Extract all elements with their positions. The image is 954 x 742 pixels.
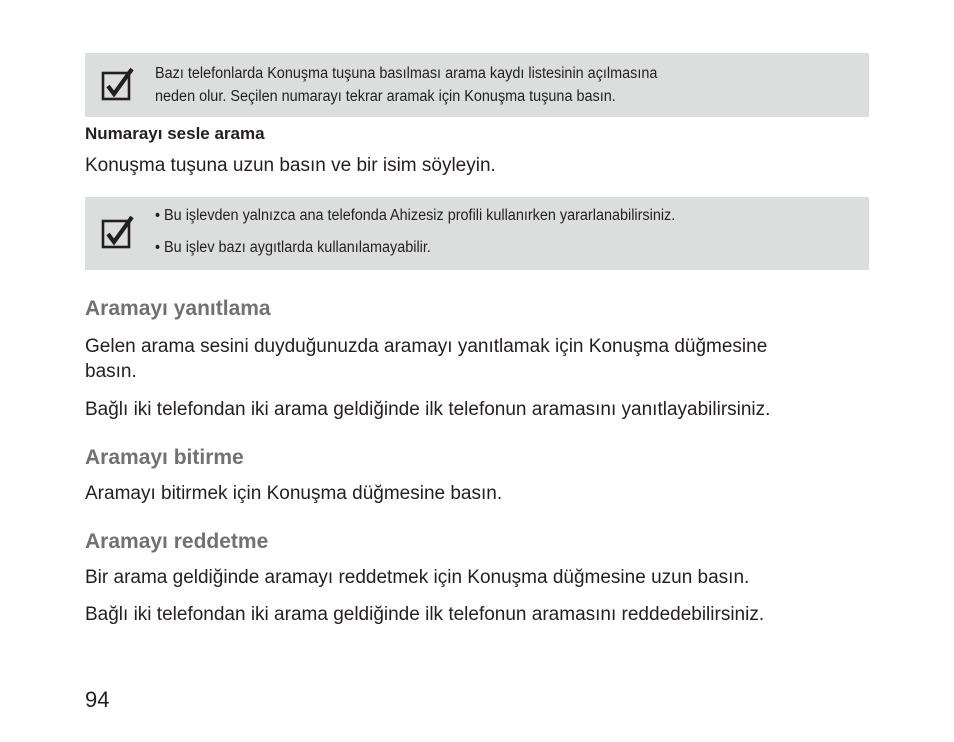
note-box (85, 53, 869, 117)
answer-paragraph-1-line-1: Gelen arama sesini duyduğunuzda aramayı yanıtlamak için Konuşma düğmesine (85, 336, 768, 357)
checkbox-checkmark-icon (101, 215, 135, 249)
note-text (155, 62, 657, 108)
reject-paragraph-2: Bağlı iki telefondan iki arama geldiğinde ilk telefonun aramasını reddedebilirsiniz. (85, 604, 765, 625)
subheading-voice-dial: Numarayı sesle arama (85, 124, 265, 143)
note-text (155, 204, 675, 268)
note-box (85, 197, 869, 270)
note-line: Bazı telefonlarda Konuşma tuşuna basılması arama kaydı listesinin açılmasına (155, 65, 658, 82)
section-heading-answer: Aramayı yanıtlama (85, 297, 271, 320)
answer-paragraph-2: Bağlı iki telefondan iki arama geldiğinde ilk telefonun aramasını yanıtlayabilirsiniz. (85, 399, 771, 420)
checkbox-checkmark-icon (101, 67, 135, 101)
page-number: 94 (85, 687, 110, 712)
answer-paragraph-1-line-2: basın. (85, 361, 137, 382)
note-bullet: • Bu işlev bazı aygıtlarda kullanılamayabilir. (155, 239, 431, 256)
reject-paragraph-1: Bir arama geldiğinde aramayı reddetmek için Konuşma düğmesine uzun basın. (85, 567, 750, 588)
section-heading-end: Aramayı bitirme (85, 446, 244, 469)
voice-dial-text: Konuşma tuşuna uzun basın ve bir isim söyleyin. (85, 155, 496, 176)
section-heading-reject: Aramayı reddetme (85, 530, 269, 553)
end-text: Aramayı bitirmek için Konuşma düğmesine basın. (85, 483, 503, 504)
note-bullet: • Bu işlevden yalnızca ana telefonda Ahizesiz profili kullanırken yararlanabilirsiniz. (155, 207, 676, 224)
note-line: neden olur. Seçilen numarayı tekrar aramak için Konuşma tuşuna basın. (155, 88, 616, 105)
